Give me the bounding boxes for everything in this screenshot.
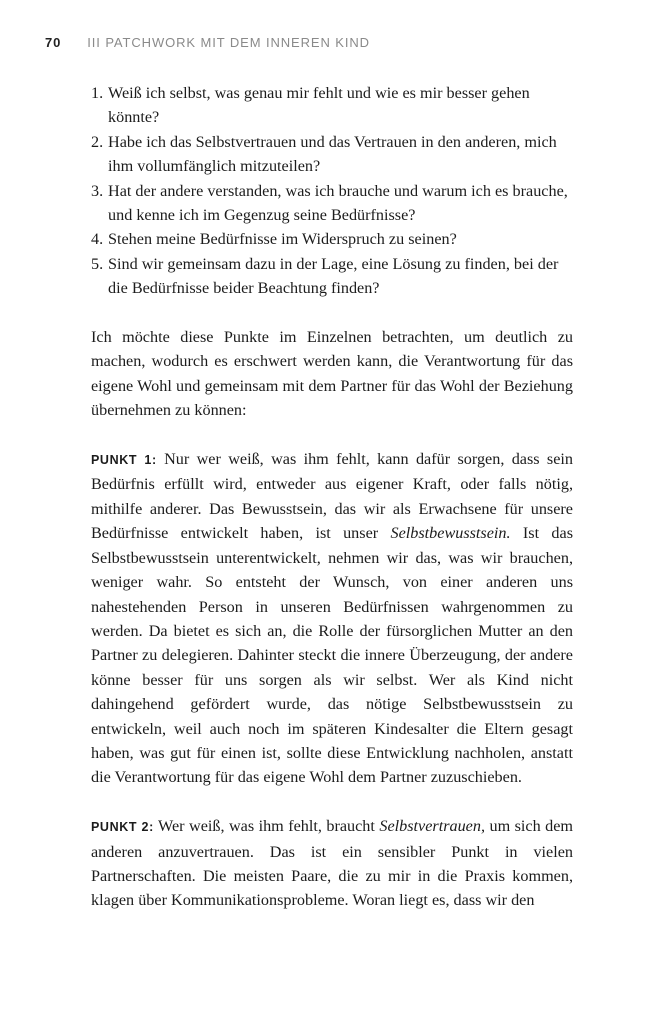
punkt-1-label: PUNKT 1: (91, 453, 157, 468)
running-header (45, 35, 370, 50)
intro-paragraph: Ich möchte diese Punkte im Einzelnen betrachten, um deutlich zu machen, wodurch es erschwert werden kann, die Verantwortung für das eigene Wohl und gemeinsam mit dem Partner für das Wohl der Beziehung übernehmen zu können: (91, 328, 573, 420)
list-number: 5. (91, 254, 104, 273)
list-number: 3. (91, 181, 104, 200)
punkt-1-text-b: Ist das Selbstbewusstsein unterentwickelt, nehmen wir das, was wir brauchen, weniger wahr. So entsteht der Wunsch, von einer anderen uns nahestehenden Person in unseren Bedürfnissen wahrgenommen zu werden. Da bietet es sich an, die Rolle der fürsorglichen Mutter an den Partner zu delegieren. Dahinter steckt die innere Überzeugung, der andere könne besser für uns sorgen als wir selbst. Wer als Kind nicht dahingehend gefördert wurde, das nötige Selbstbewusstsein zu entwickeln, weil auch noch im späteren Kindesalter die Eltern gesagt haben, was gut für einen ist, sollte diese Entwicklung nachholen, anstatt die Verantwortung für das eigene Wohl dem Partner zuzuschieben. (91, 524, 574, 787)
punkt-2-label: PUNKT 2: (91, 820, 154, 835)
list-text: Stehen meine Bedürfnisse im Widerspruch zu seinen? (108, 230, 457, 249)
list-text: Hat der andere verstanden, was ich brauche und warum ich es brauche, und kenne ich im Gegenzug seine Bedürfnisse? (108, 181, 568, 225)
list-item (91, 227, 573, 251)
list-item (91, 179, 573, 228)
punkt-1-paragraph (91, 447, 573, 790)
punkt-2-paragraph (91, 814, 573, 913)
list-number: 4. (91, 230, 104, 249)
list-text: Habe ich das Selbstvertrauen und das Vertrauen in den anderen, mich ihm vollumfänglich mitzuteilen? (108, 132, 557, 176)
section-title: III PATCHWORK MIT DEM INNEREN KIND (87, 35, 370, 50)
punkt-2-text-a: Wer weiß, was ihm fehlt, braucht (158, 817, 375, 836)
list-item (91, 252, 573, 301)
punkt-1-text-a: Nur wer weiß, was ihm fehlt, kann dafür sorgen, dass sein Bedürfnis erfüllt wird, entweder aus eigener Kraft, oder falls nötig, mithilfe anderer. Das Bewusstsein, das wir als Erwachsene für unsere Bedürfnisse entwickelt haben, ist unser (91, 450, 573, 543)
body-text (91, 81, 573, 913)
list-item (91, 81, 573, 130)
question-list (91, 81, 573, 301)
punkt-2-text-b: um sich dem anderen anzuvertrauen. Das ist ein sensibler Punkt in vielen Partnerschaften. Die meisten Paare, die zu mir in die Praxis kommen, klagen über Kommunikationsprobleme. Woran liegt es, dass wir den (91, 817, 573, 910)
punkt-2-emphasis: Selbstvertrauen, (379, 817, 486, 836)
list-number: 2. (91, 132, 104, 151)
list-text: Sind wir gemeinsam dazu in der Lage, eine Lösung zu finden, bei der die Bedürfnisse beider Beachtung finden? (108, 254, 559, 298)
list-text: Weiß ich selbst, was genau mir fehlt und wie es mir besser gehen könnte? (108, 84, 530, 127)
list-number: 1. (91, 84, 104, 102)
punkt-1-emphasis: Selbstbewusstsein. (390, 524, 511, 543)
page-number: 70 (45, 35, 62, 50)
list-item (91, 130, 573, 179)
